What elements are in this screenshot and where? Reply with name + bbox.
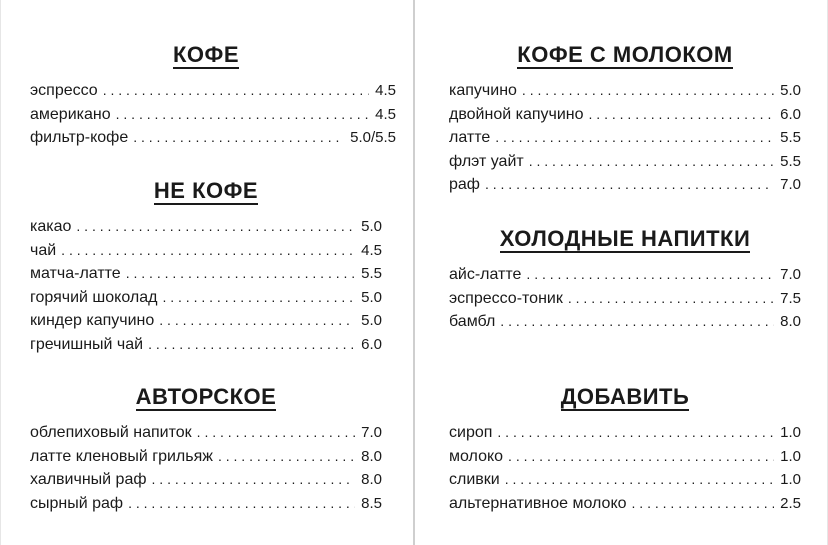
menu-item [449, 103, 801, 127]
item-price: 7.0 [361, 424, 382, 441]
item-price: 4.5 [361, 241, 382, 259]
item-name: облепиховый напиток [30, 424, 192, 441]
item-name: чай [30, 241, 57, 259]
section-coffee [30, 42, 396, 150]
menu-item [30, 79, 396, 103]
item-name: гречишный чай [30, 335, 144, 353]
menu-item [30, 468, 382, 492]
item-name: халвичный раф [30, 471, 147, 488]
dot-leader [485, 173, 774, 197]
menu-item [449, 126, 801, 150]
dot-leader [505, 468, 774, 492]
dot-leader [218, 445, 355, 469]
menu-item [449, 287, 801, 311]
item-name: альтернативное молоко [449, 494, 627, 512]
menu-item [30, 333, 382, 357]
item-name: какао [30, 218, 72, 235]
item-price: 8.0 [780, 313, 801, 330]
item-name: латте [449, 129, 491, 146]
item-price: 2.5 [780, 494, 801, 512]
menu-item [30, 126, 396, 150]
item-name: молоко [449, 447, 504, 465]
section-cold-drinks [449, 226, 801, 334]
item-price: 7.0 [780, 266, 801, 283]
dot-leader [522, 79, 774, 103]
menu-list [449, 421, 801, 515]
section-author [30, 384, 382, 515]
column-divider [413, 0, 415, 545]
dot-leader [103, 79, 369, 103]
menu-list [449, 79, 801, 197]
dot-leader [148, 333, 355, 357]
dot-leader [526, 263, 774, 287]
dot-leader [152, 468, 356, 492]
item-price: 5.0/5.5 [350, 129, 396, 146]
item-price: 5.0 [361, 312, 382, 329]
item-name: латте кленовый грильяж [30, 447, 213, 465]
item-name: эспрессо [30, 82, 98, 99]
menu-list [30, 421, 382, 515]
dot-leader [126, 262, 355, 286]
item-price: 5.5 [361, 265, 382, 282]
section-coffee-with-milk [449, 42, 801, 197]
dot-leader [197, 421, 355, 445]
menu-item [449, 310, 801, 334]
item-name: сливки [449, 471, 500, 488]
menu-item [449, 150, 801, 174]
dot-leader [632, 492, 775, 516]
item-price: 8.5 [361, 494, 382, 512]
menu-item [449, 468, 801, 492]
dot-leader [61, 239, 355, 263]
item-price: 5.0 [361, 288, 382, 306]
item-name: флэт уайт [449, 152, 524, 170]
item-price: 1.0 [780, 447, 801, 465]
dot-leader [116, 103, 370, 127]
menu-item [449, 492, 801, 516]
section-title: ХОЛОДНЫЕ НАПИТКИ [499, 226, 751, 251]
item-price: 4.5 [375, 105, 396, 123]
item-price: 1.0 [780, 424, 801, 441]
page-edge-left [0, 0, 1, 545]
menu-item [30, 492, 382, 516]
dot-leader [500, 310, 774, 334]
item-price: 7.5 [780, 289, 801, 307]
item-price: 7.0 [780, 176, 801, 193]
item-price: 5.0 [780, 82, 801, 99]
section-title: КОФЕ С МОЛОКОМ [517, 42, 733, 67]
section-title: АВТОРСКОЕ [135, 384, 277, 409]
item-price: 1.0 [780, 471, 801, 488]
item-name: раф [449, 176, 480, 193]
section-title: НЕ КОФЕ [153, 178, 259, 203]
item-name: фильтр-кофе [30, 129, 129, 146]
menu-item [30, 286, 382, 310]
item-price: 8.0 [361, 471, 382, 488]
menu-list [30, 79, 396, 150]
item-price: 6.0 [361, 335, 382, 353]
menu-item [449, 421, 801, 445]
item-name: киндер капучино [30, 312, 155, 329]
item-price: 8.0 [361, 447, 382, 465]
dot-leader [133, 126, 344, 150]
menu-list [30, 215, 382, 356]
menu-item [30, 239, 382, 263]
section-not-coffee [30, 178, 382, 356]
menu-item [449, 263, 801, 287]
item-price: 6.0 [780, 105, 801, 123]
item-name: двойной капучино [449, 105, 584, 123]
dot-leader [495, 126, 774, 150]
section-title: КОФЕ [173, 42, 239, 67]
item-name: матча-латте [30, 265, 121, 282]
dot-leader [529, 150, 774, 174]
menu-item [30, 103, 396, 127]
menu-item [30, 445, 382, 469]
dot-leader [508, 445, 774, 469]
dot-leader [76, 215, 355, 239]
dot-leader [568, 287, 774, 311]
section-title: ДОБАВИТЬ [560, 384, 690, 409]
item-price: 4.5 [375, 82, 396, 99]
item-name: айс-латте [449, 266, 522, 283]
dot-leader [159, 309, 355, 333]
dot-leader [162, 286, 355, 310]
item-price: 5.5 [780, 129, 801, 146]
dot-leader [589, 103, 775, 127]
item-price: 5.5 [780, 152, 801, 170]
item-name: американо [30, 105, 111, 123]
menu-item [30, 421, 382, 445]
item-name: сироп [449, 424, 493, 441]
menu-item [449, 173, 801, 197]
menu-item [30, 215, 382, 239]
item-name: сырный раф [30, 494, 124, 512]
menu-item [30, 309, 382, 333]
section-add-ons [449, 384, 801, 515]
menu-item [449, 445, 801, 469]
item-name: капучино [449, 82, 517, 99]
item-name: бамбл [449, 313, 496, 330]
item-name: эспрессо-тоник [449, 289, 563, 307]
menu-item [449, 79, 801, 103]
menu-item [30, 262, 382, 286]
item-name: горячий шоколад [30, 288, 158, 306]
menu-list [449, 263, 801, 334]
dot-leader [497, 421, 774, 445]
dot-leader [128, 492, 355, 516]
item-price: 5.0 [361, 218, 382, 235]
